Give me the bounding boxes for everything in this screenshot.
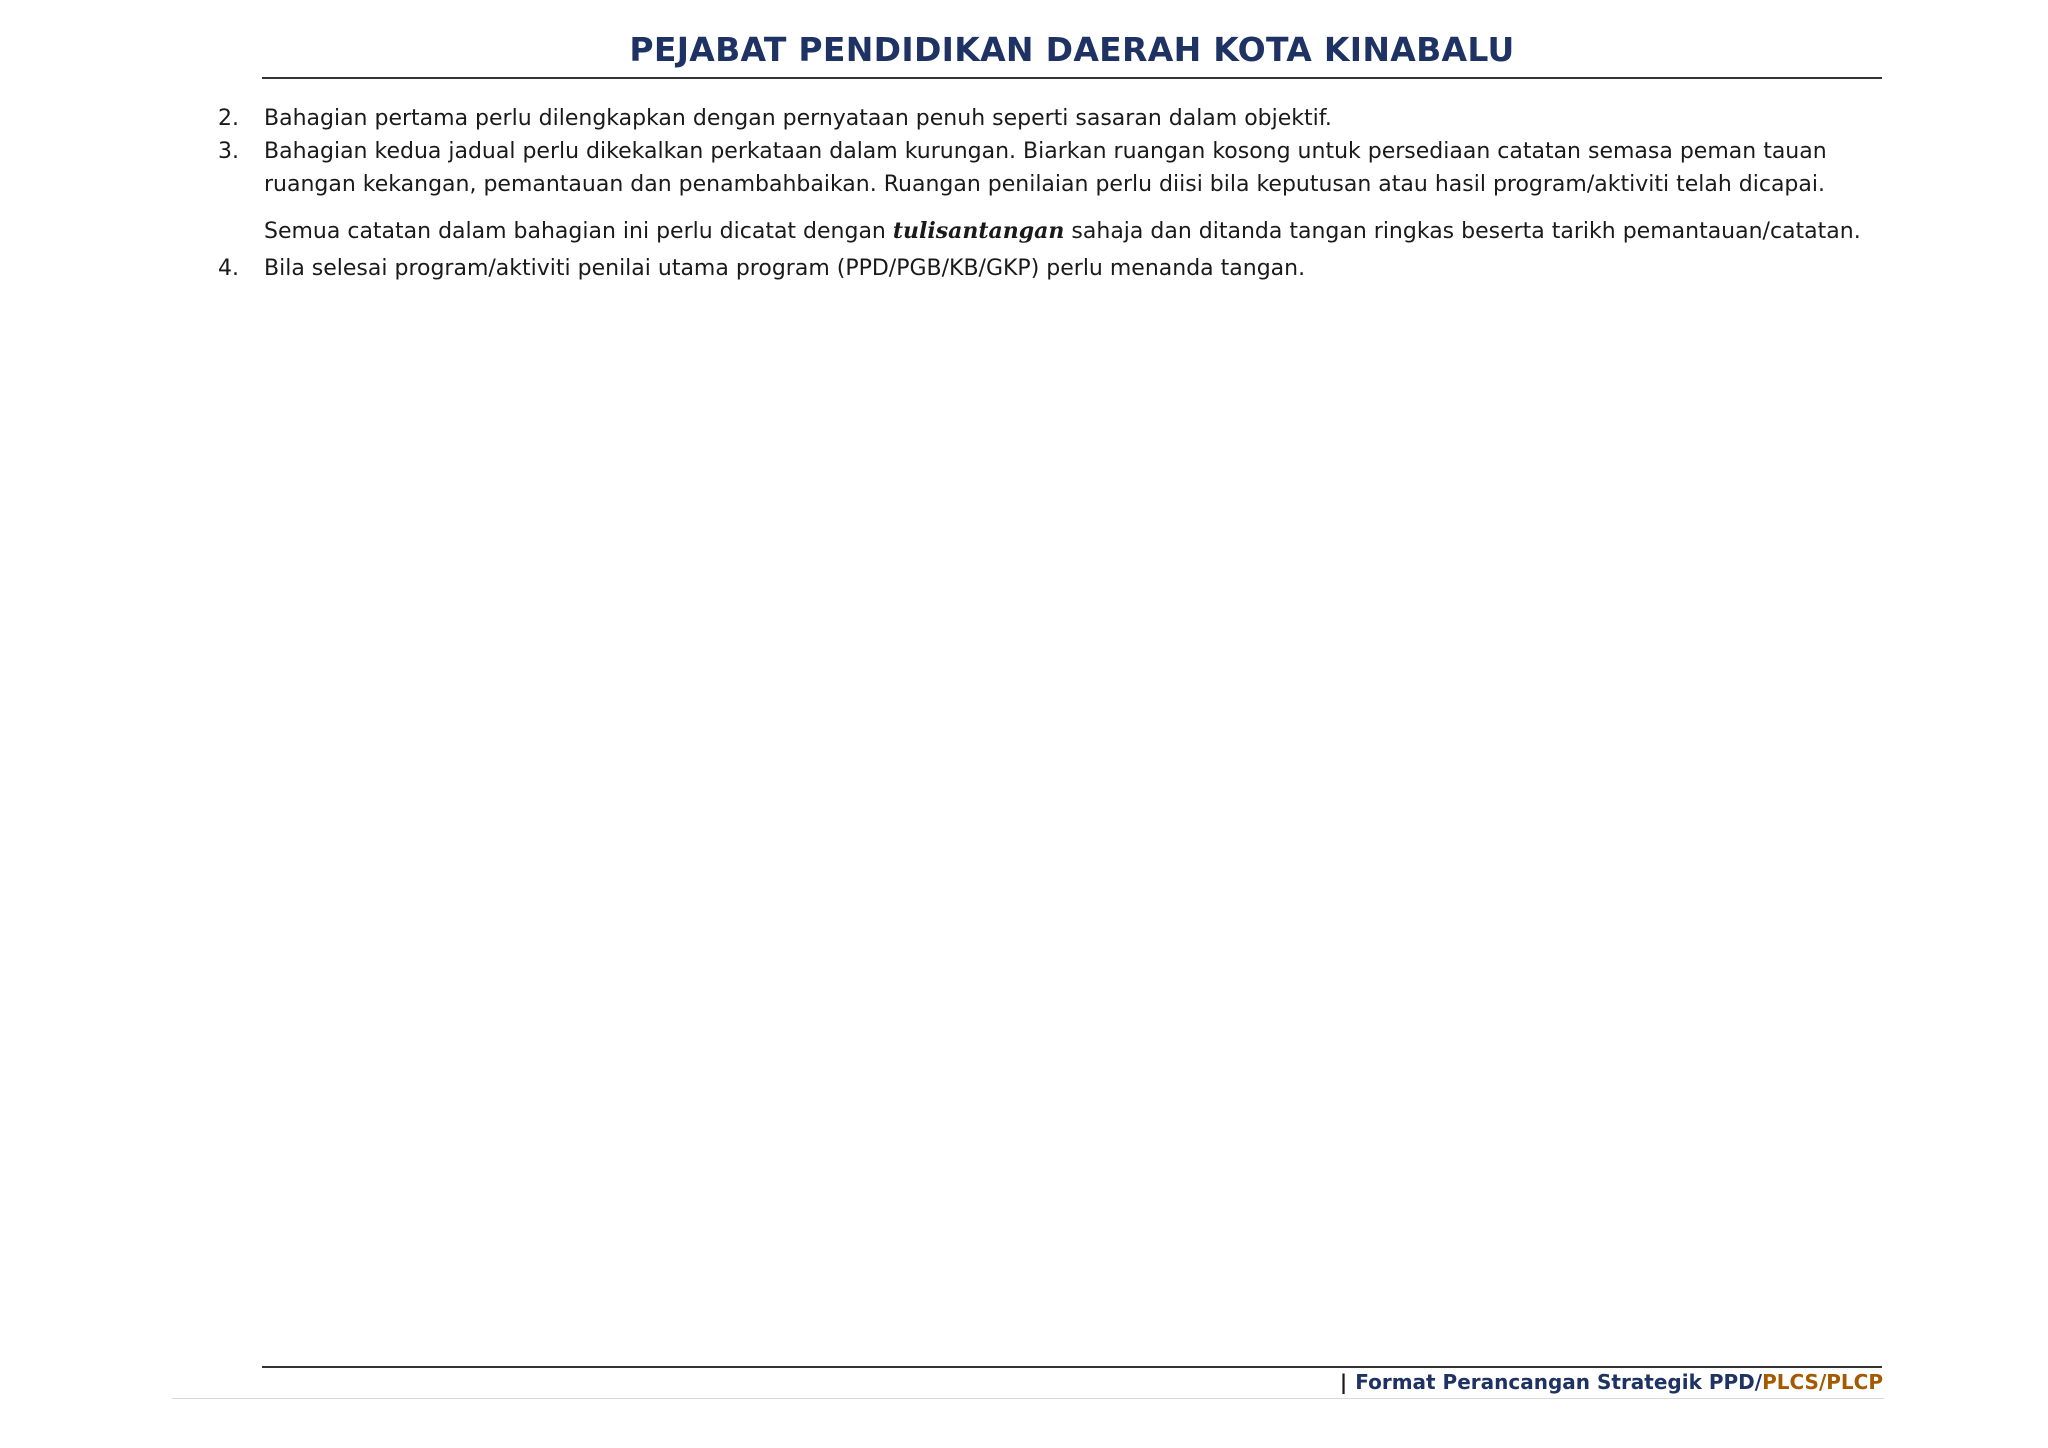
list-item-number: 4.	[218, 256, 239, 281]
footer-label: Format Perancangan Strategik PPD/	[1355, 1370, 1763, 1394]
instruction-list	[210, 102, 1910, 285]
list-item	[210, 135, 1910, 201]
page-footer	[1340, 1370, 1883, 1394]
footer-accent: PLCS/PLCP	[1762, 1370, 1883, 1394]
list-item-text: Bahagian kedua jadual perlu dikekalkan perkataan dalam kurungan. Biarkan ruangan kosong untuk persediaan catatan semasa peman tauan ruangan kekangan, pemantauan dan penambahbaikan. Ruangan penilaian perlu diisi bila keputusan atau hasil program/aktiviti telah dicapai.	[264, 139, 1827, 197]
list-item-number: 2.	[218, 106, 239, 131]
page-title: PEJABAT PENDIDIKAN DAERAH KOTA KINABALU	[629, 30, 1515, 69]
list-item-number: 3.	[218, 139, 239, 164]
footer-separator: |	[1339, 1370, 1348, 1394]
footer-divider	[262, 1366, 1882, 1368]
note-text-end: sahaja dan ditanda tangan ringkas beserta tarikh pemantauan/catatan.	[1064, 219, 1861, 244]
note-emphasis: tulisantangan	[892, 218, 1065, 244]
list-item	[210, 102, 1910, 135]
list-item	[210, 252, 1910, 285]
handwriting-note	[210, 215, 1910, 248]
bottom-divider	[172, 1398, 1884, 1399]
list-item-text: Bila selesai program/aktiviti penilai utama program (PPD/PGB/KB/GKP) perlu menanda tangan.	[264, 256, 1306, 281]
note-text-start: Semua catatan dalam bahagian ini perlu dicatat dengan	[264, 219, 893, 244]
list-item-text: Bahagian pertama perlu dilengkapkan dengan pernyataan penuh seperti sasaran dalam objektif.	[264, 106, 1332, 131]
title-divider	[262, 77, 1882, 79]
